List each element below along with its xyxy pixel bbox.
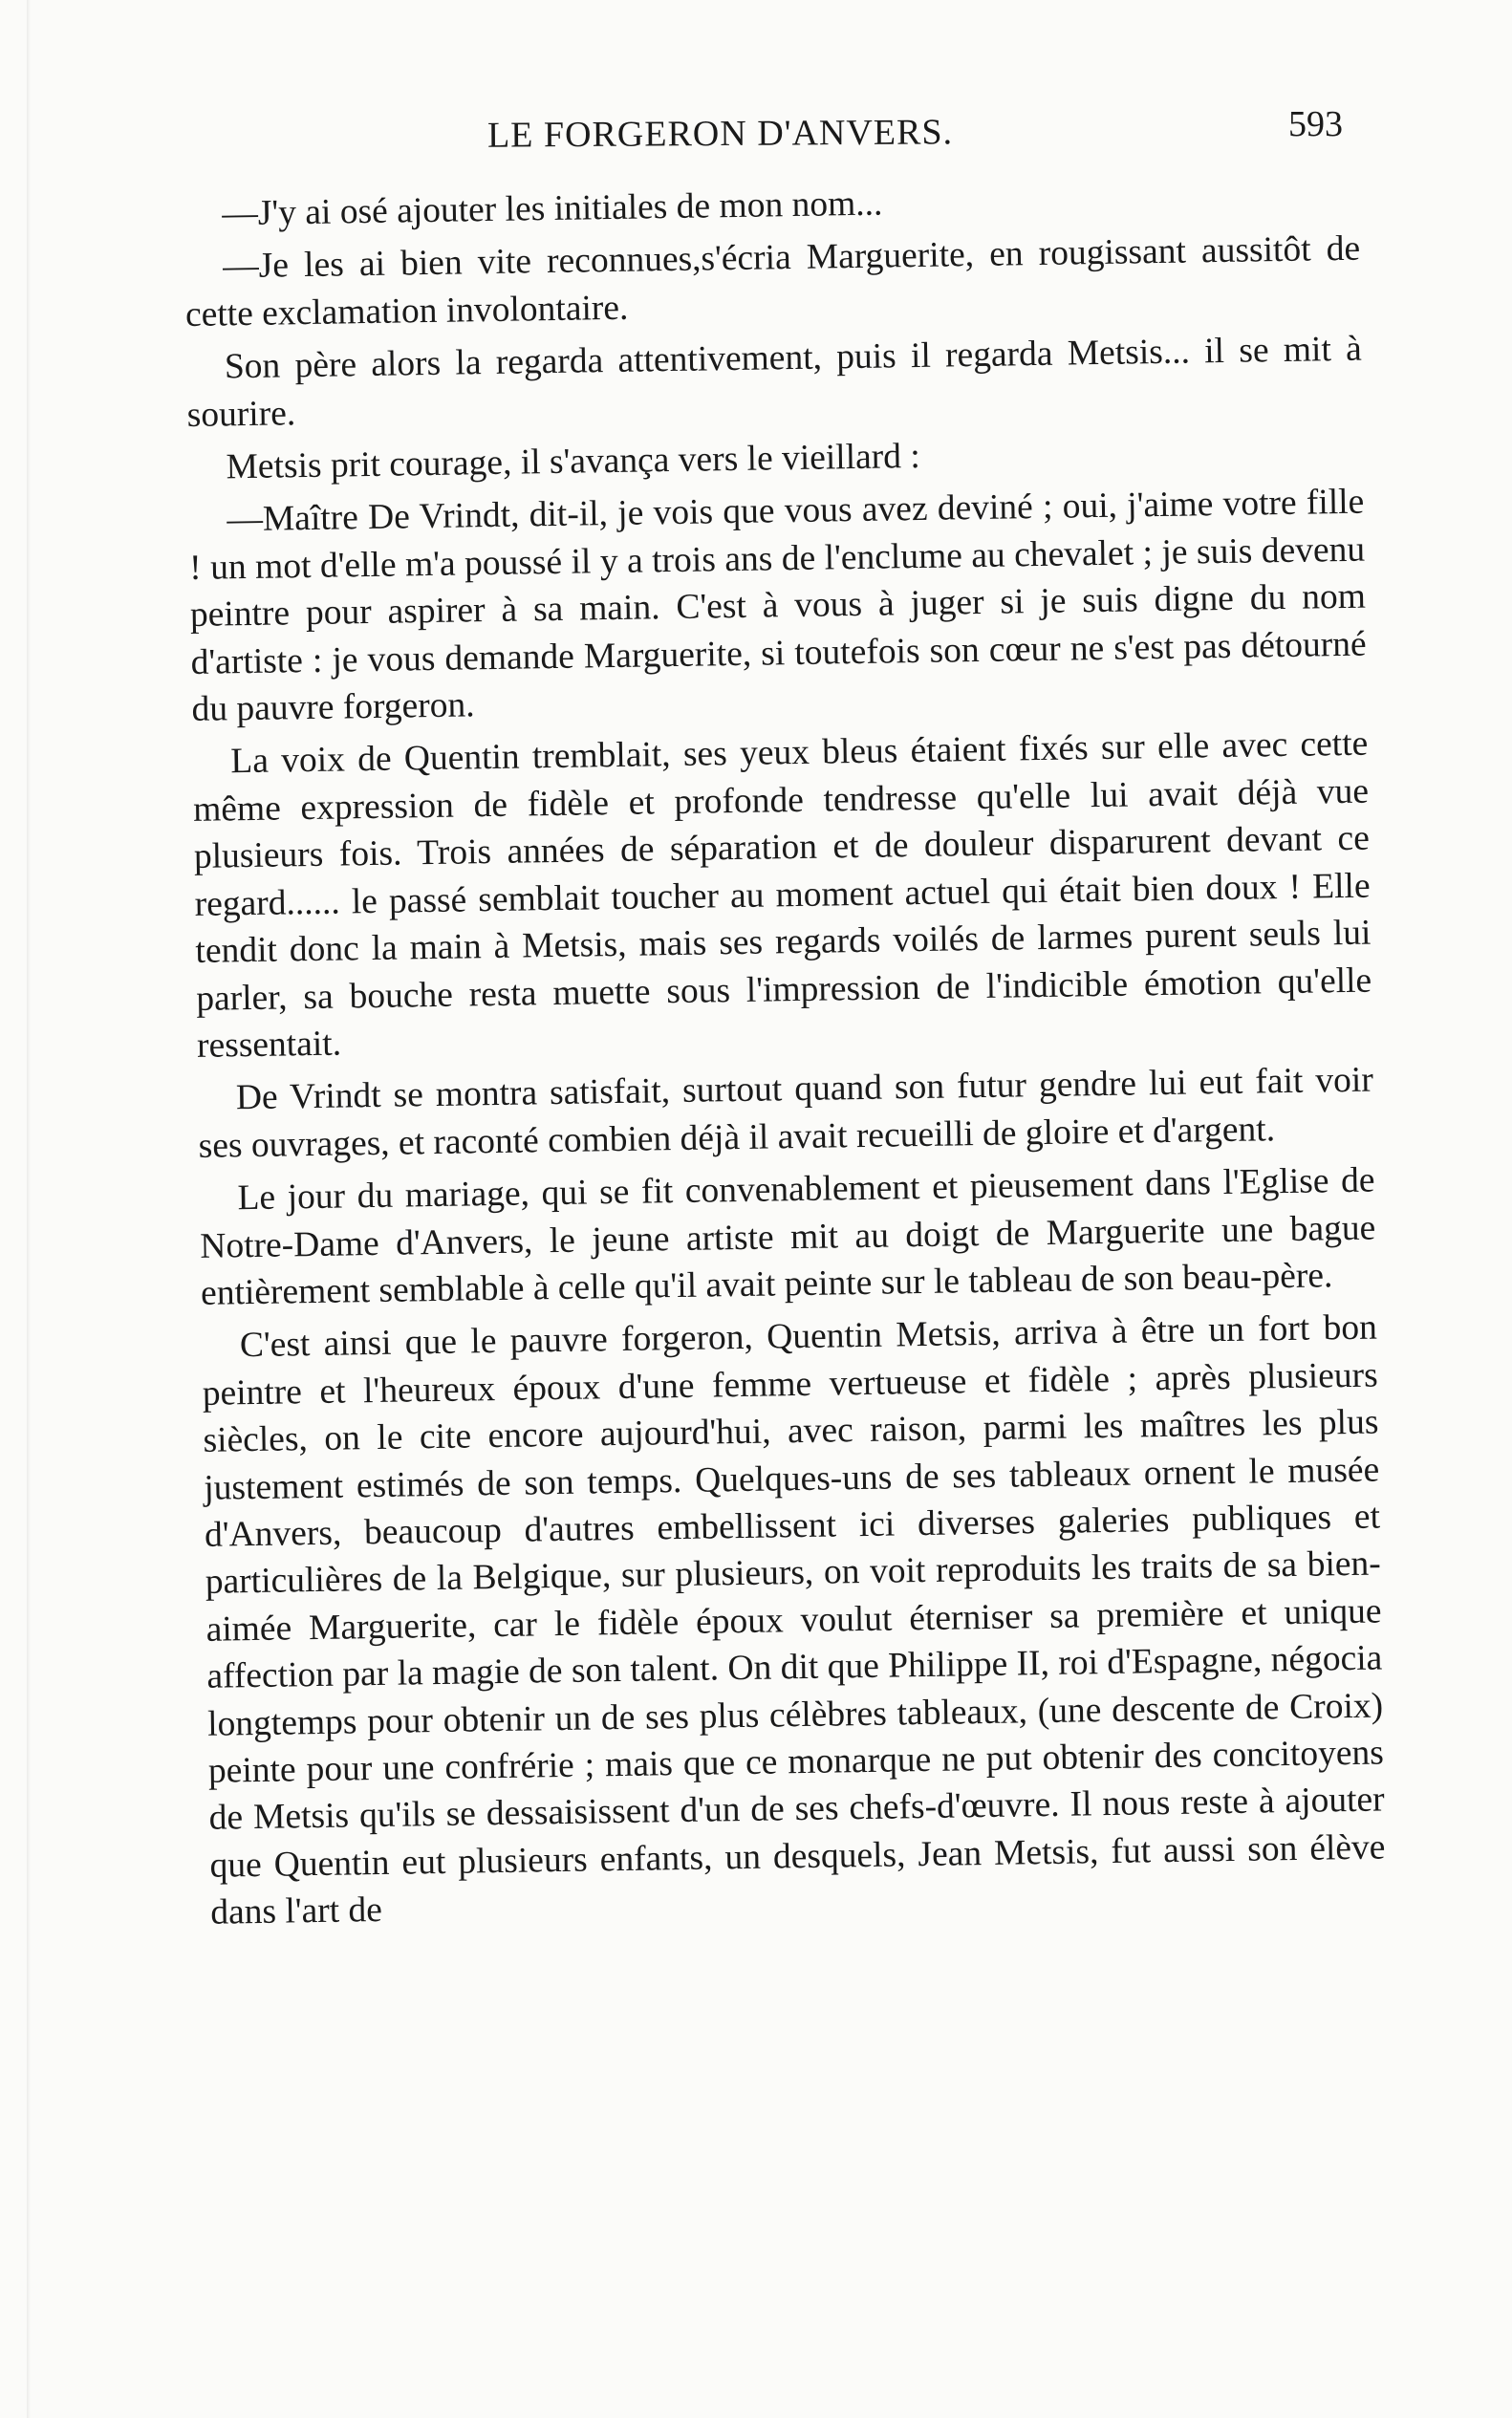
paragraph: Le jour du mariage, qui se fit convenablement et pieusement dans l'Eglise de Notre-Dame d'Anvers, le jeune artiste mit au doigt de Marguerite une bague entièrement semblable à celle qu'il avait peinte sur le tableau de son beau-père. (200, 1160, 1376, 1313)
paragraph: —J'y ai osé ajouter les initiales de mon nom... (222, 184, 883, 234)
paragraph: Metsis prit courage, il s'avança vers le vieillard : (226, 436, 921, 487)
paragraph: De Vrindt se montra satisfait, surtout quand son futur gendre lui eut fait voir ses ouvrages, et raconté combien déjà il avait recueilli de gloire et d'argent. (198, 1060, 1374, 1166)
paragraph: —Je les ai bien vite reconnues,s'écria Marguerite, en rougissant aussitôt de cette exclamation involontaire. (184, 229, 1361, 335)
paragraph: C'est ainsi que le pauvre forgeron, Quentin Metsis, arriva à être un fort bon peintre et l'heureux époux d'une femme vertueuse et fidèle ; après plusieurs siècles, on le cite encore aujourd'hui, avec raison, parmi les maîtres les plus justement estimés de son temps. Quelques-uns de ses tableaux ornent le musée d'Anvers, beaucoup d'autres embellissent ici diverses galeries publiques et particulières de la Belgique, sur plusieurs, on voit reproduits les traits de sa bien-aimée Marguerite, car le fidèle époux voulut éterniser sa première et unique affection par la magie de son talent. On dit que Philippe II, roi d'Espagne, négocia longtemps pour obtenir un de ses plus célèbres tableaux, (une descente de Croix) peinte pour une confrérie ; mais que ce monarque ne put obtenir des concitoyens de Metsis qu'ils se dessaisissent d'un de ses chefs-d'œuvre. Il nous reste à ajouter que Quentin eut plusieurs enfants, un desquels, Jean Metsis, fut aussi son élève dans l'art de (202, 1307, 1386, 1932)
page-edge-shadow (27, 0, 31, 2418)
body-text (184, 173, 1387, 1943)
paragraph: La voix de Quentin tremblait, ses yeux bleus étaient fixés sur elle avec cette même expression de fidèle et profonde tendresse qu'elle lui avait déjà vue plusieurs fois. Trois années de séparation et de douleur disparurent devant ce regard...... le passé semblait toucher au moment actuel qui était bien doux ! Elle tendit donc la main à Metsis, mais ses regards voilés de larmes purent seuls lui parler, sa bouche resta muette sous l'impression de l'indicible émotion qu'elle ressentait. (192, 724, 1372, 1066)
running-title: LE FORGERON D'ANVERS. (486, 112, 954, 156)
paragraph: Son père alors la regarda attentivement, puis il regarda Metsis... il se mit à sourire. (186, 329, 1363, 435)
paragraph: —Maître De Vrindt, dit-il, je vois que vous avez deviné ; oui, j'aime votre fille ! un mot d'elle m'a poussé il y a trois ans de l'enclume au chevalet ; je suis devenu peintre pour aspirer à sa main. C'est à vous à juger si je suis digne du nom d'artiste : je vous demande Marguerite, si toutefois son cœur ne s'est pas détourné du pauvre forgeron. (188, 483, 1367, 729)
page-header (182, 104, 1343, 170)
page-number: 593 (1288, 104, 1343, 144)
